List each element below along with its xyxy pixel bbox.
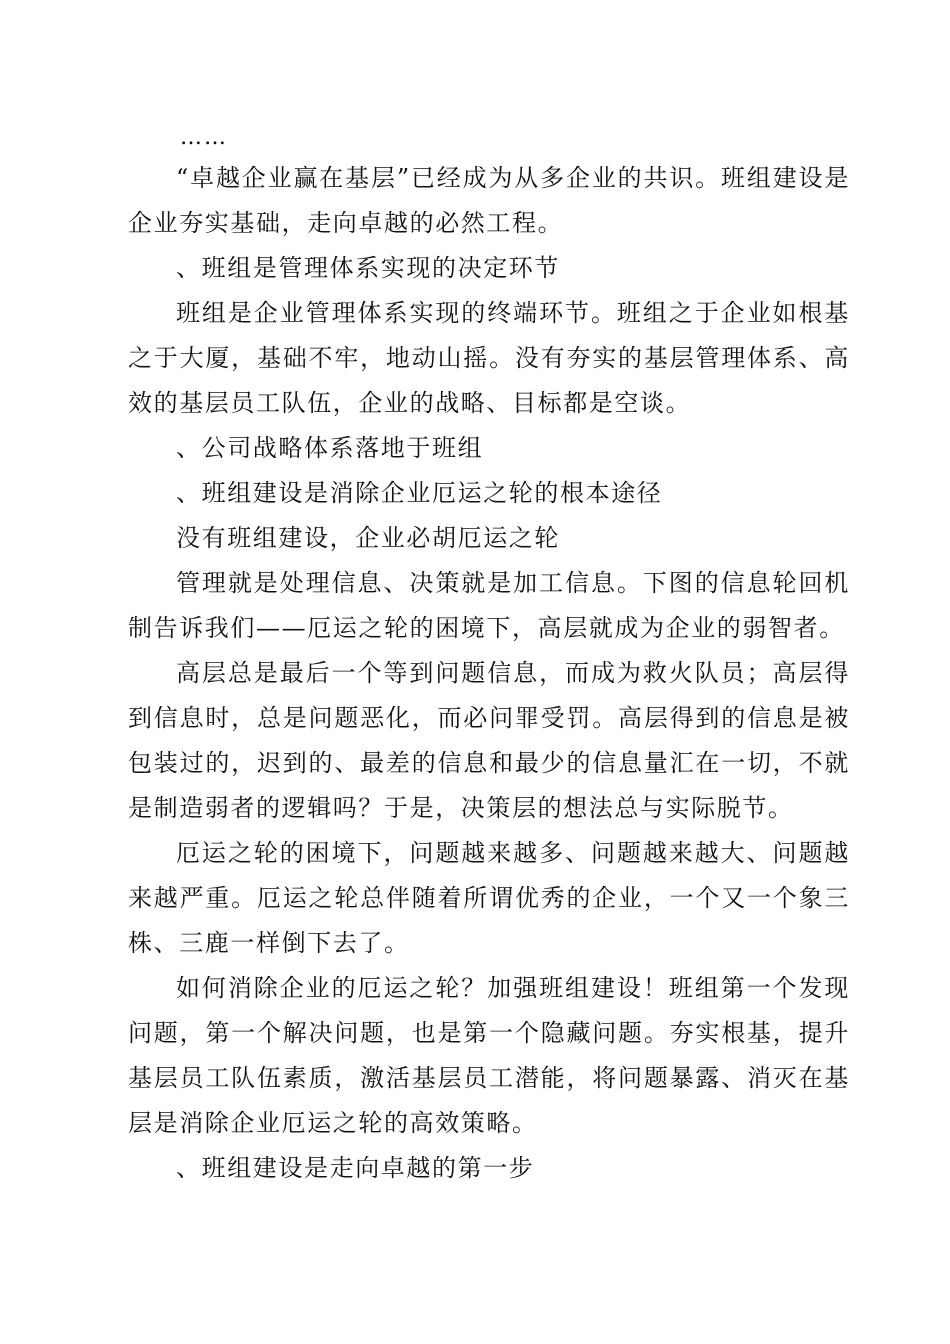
heading-fundamental-path: 、班组建设是消除企业厄运之轮的根本途径 [176,479,663,507]
paragraph-terminal-link: 班组是企业管理体系实现的终端环节。班组之于企业如根基之于大厦，基础不牢，地动山摇。没有夯实的基层管理体系、高效的基层员工队伍，企业的战略、目标都是空谈。 [128,299,850,417]
heading-first-step: 、班组建设是走向卓越的第一步 [176,1154,535,1182]
ellipsis-text: …… [180,125,228,150]
paragraph-top-management: 高层总是最后一个等到问题信息，而成为救火队员；高层得到信息时，总是问题恶化，而必问罪受罚。高层得到的信息是被包装过的，迟到的、最差的信息和最少的信息量汇在一切，不就是制造弱者的逻辑吗？于是，决策层的想法总与实际脱节。 [128,659,850,822]
paragraph-intro: “卓越企业赢在基层”已经成为从多企业的共识。班组建设是企业夯实基础，走向卓越的必然工程。 [128,164,850,237]
paragraph-no-team-building: 没有班组建设，企业必胡厄运之轮 [176,524,560,552]
paragraph-information-cycle: 管理就是处理信息、决策就是加工信息。下图的信息轮回机制告诉我们——厄运之轮的困境下，高层就成为企业的弱智者。 [128,569,850,642]
document-body [128,156,850,1191]
paragraph-how-to-eliminate: 如何消除企业的厄运之轮？加强班组建设！班组第一个发现问题，第一个解决问题，也是第一个隐藏问题。夯实根基，提升基层员工队伍素质，激活基层员工潜能，将问题暴露、消灭在基层是消除企业厄运之轮的高效策略。 [128,974,850,1137]
heading-decisive-link: 、班组是管理体系实现的决定环节 [176,254,560,282]
paragraph-wheel-of-misfortune: 厄运之轮的困境下，问题越来越多、问题越来越大、问题越来越严重。厄运之轮总伴随着所谓优秀的企业，一个又一个象三株、三鹿一样倒下去了。 [128,839,850,957]
heading-strategy-landing: 、公司战略体系落地于班组 [176,434,484,462]
